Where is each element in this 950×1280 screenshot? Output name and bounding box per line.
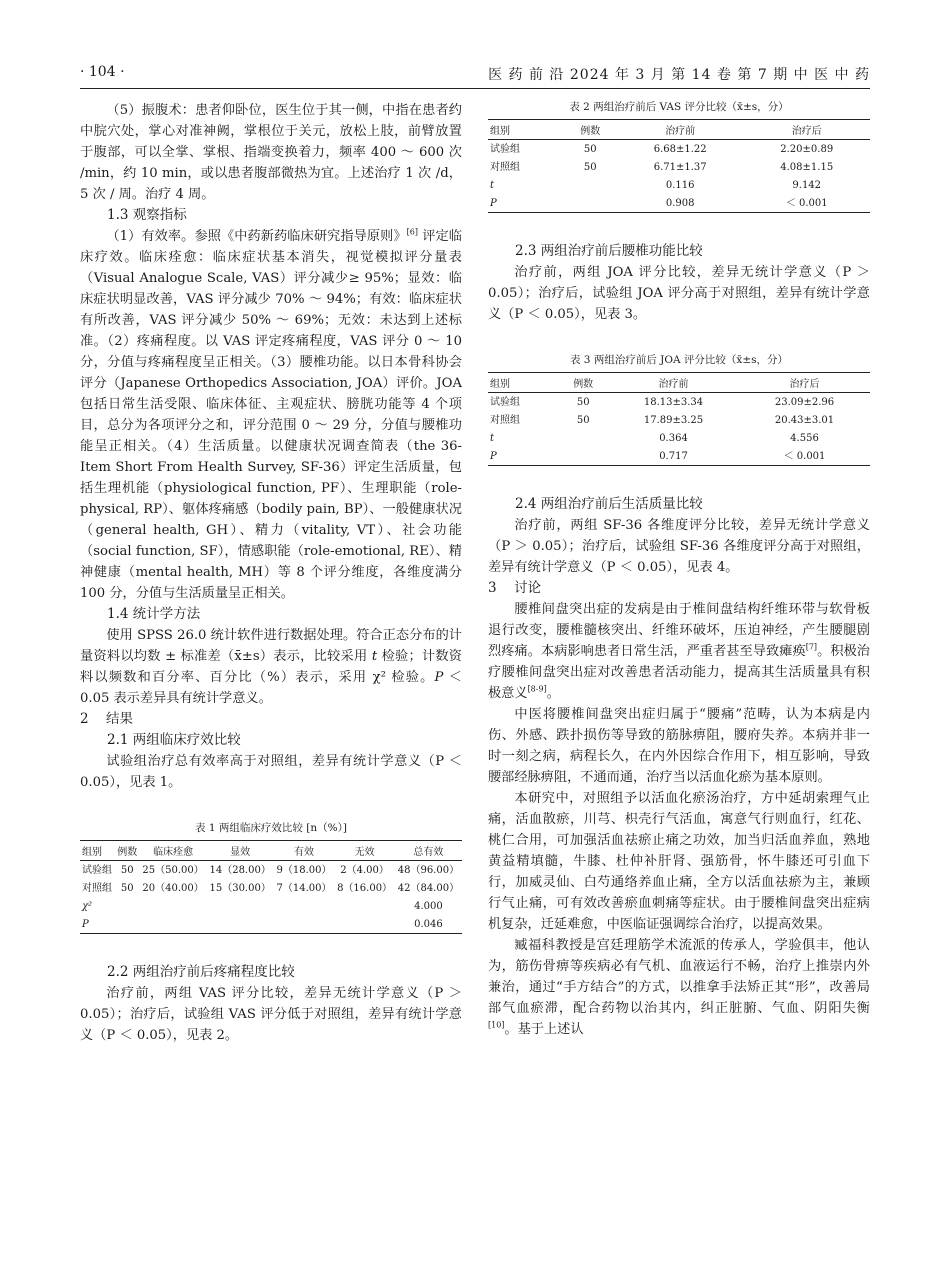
table-cell: 14（28.00）	[209, 864, 271, 876]
table3-caption: 表 3 两组治疗前后 JOA 评分比较（x̄±s，分）	[569, 354, 789, 366]
left-column	[80, 100, 462, 1046]
table-cell	[274, 915, 335, 934]
table-cell	[274, 897, 335, 915]
table-cell: P	[490, 450, 497, 462]
table-cell	[564, 194, 617, 213]
table1-header: 临床痊愈	[140, 841, 207, 861]
paragraph-discussion-3: 本研究中，对照组予以活血化瘀汤治疗，方中延胡索理气止痛，活血散瘀，川芎、枳壳行气活血，寓意气行则血行，红花、桃仁合用，可加强活血祛瘀止痛之功效，加当归活血养血，熟地黄益精填髓，牛膝、杜仲补肝肾、强筋骨，怀牛膝还可引血下行，加威灵仙、白芍通络养血止痛，全方以活血祛瘀为主，兼顾行气止痛，可有效改善瘀血刺痛等症状。由于腰椎间盘突出症病机复杂，迁延难愈，中医临证强调综合治疗，以提高效果。	[488, 791, 870, 932]
table-cell: 15（30.00）	[209, 882, 271, 894]
table-cell: 7（14.00）	[276, 882, 332, 894]
table-cell: 4.000	[414, 900, 443, 912]
table1-header: 有效	[274, 841, 335, 861]
table2-header: 例数	[564, 120, 617, 140]
table-row	[80, 897, 462, 915]
table-cell: 0.364	[659, 432, 688, 444]
table-row	[488, 429, 870, 447]
table-row	[488, 194, 870, 213]
stat-text-c: ＜ 0.05 表示差异具有统计学意义。	[80, 670, 462, 706]
table-row	[488, 411, 870, 429]
paragraph-statistics	[80, 625, 462, 709]
table1-header: 总有效	[395, 841, 462, 861]
heading-2-1: 2.1 两组临床疗效比较	[107, 732, 241, 748]
paragraph-discussion-1	[488, 599, 870, 704]
table-cell: 试验组	[490, 396, 520, 408]
heading-1-3: 1.3 观察指标	[107, 207, 187, 223]
table3-header-row	[488, 373, 870, 393]
table2-header: 治疗前	[617, 120, 744, 140]
page-number: · 104 ·	[80, 64, 125, 80]
table-cell: 20（40.00）	[142, 882, 204, 894]
table3-header: 组别	[488, 373, 558, 393]
table-cell: t	[490, 432, 495, 444]
paragraph-observation	[80, 226, 462, 604]
table-cell: 0.116	[665, 179, 695, 191]
table-cell: 9（18.00）	[276, 864, 332, 876]
table-cell: 9.142	[792, 179, 822, 191]
table3-header: 治疗后	[739, 373, 870, 393]
table-cell: 17.89±3.25	[643, 414, 704, 426]
table3-header: 治疗前	[608, 373, 739, 393]
table-cell	[207, 915, 274, 934]
table-cell: P	[82, 918, 89, 930]
obs-text-b: 评定临床疗效。临床痊愈：临床症状基本消失，视觉模拟评分量表（Visual Analogue Scale, VAS）评分减少≥ 95%；显效：临床症状明显改善，VAS 评分减少 70% ～ 94%；有效：临床症状有所改善，VAS 评分减少 50% ～ 69%；无效：未达到上述标准。（2）疼痛程度。以 VAS 评定疼痛程度，VAS 评分 0 ～ 10 分，分值与疼痛程度呈正相关。（3）腰椎功能。以日本骨科协会评分（Japanese Orthopedics Association, JOA）评价。JOA 包括日常生活受限、临床体征、主观症状、膀胱功能等 4 个项目，总分为各项评分之和，评分范围 0 ～ 29 分，分值与腰椎功能呈正相关。（4）生活质量。以健康状况调查简表（the 36-Item Short From Health Survey, SF-36）评定生活质量，包括生理机能（physiological function, PF）、生理职能（role-physical, RP）、躯体疼痛感（bodily pain, BP）、一般健康状况（general health, GH）、精力（vitality, VT）、社会功能（social function, SF），情感职能（role-emotional, RE）、精神健康（mental health, MH）等 8 个评分维度，各维度满分 100 分，分值与生活质量呈正相关。	[80, 229, 462, 601]
table-cell	[140, 897, 207, 915]
paragraph-2-3: 治疗前，两组 JOA 评分比较，差异无统计学意义（P ＞ 0.05）；治疗后，试验组 JOA 评分高于对照组，差异有统计学意义（P ＜ 0.05），见表 3。	[488, 265, 870, 322]
disc4-text-a: 臧福科教授是宫廷理筋学术流派的传承人，学验俱丰，他认为，筋伤骨痹等疾病必有气机、血液运行不畅，治疗上推崇内外兼治，通过“手方结合”的方式，以推拿手法矫正其“形”，改善局部气血瘀滞，配合药物以治其内，纠正脏腑、气血、阴阳失衡	[488, 938, 870, 1016]
table-cell: 试验组	[490, 143, 520, 155]
paragraph-2-2: 治疗前，两组 VAS 评分比较，差异无统计学意义（P ＞ 0.05）；治疗后，试验组 VAS 评分低于对照组，差异有统计学意义（P ＜ 0.05），见表 2。	[80, 986, 462, 1043]
table2	[488, 119, 870, 213]
table-row	[488, 176, 870, 194]
table-cell: 50	[583, 161, 597, 173]
paragraph-2-1: 试验组治疗总有效率高于对照组，差异有统计学意义（P ＜ 0.05），见表 1。	[80, 754, 462, 790]
paragraph-vibration: （5）振腹术：患者仰卧位，医生位于其一侧，中指在患者约中脘穴处，掌心对准神阙，掌根位于关元，放松上肢，前臂放置于腹部，可以全掌、掌根、指端变换着力，频率 400 ～ 600 次 /min，约 10 min，或以患者腹部微热为宜。上述治疗 1 次 /d，5 次 / 周。治疗 4 周。	[80, 103, 462, 202]
table-cell: 试验组	[82, 864, 112, 876]
table-cell	[334, 915, 395, 934]
table-cell: 4.556	[790, 432, 819, 444]
table-cell: 42（84.00）	[397, 882, 460, 894]
heading-1-4: 1.4 统计学方法	[107, 606, 201, 622]
table1-header: 无效	[334, 841, 395, 861]
table-row	[488, 140, 870, 159]
table-cell	[115, 915, 140, 934]
table-cell: 50	[583, 143, 597, 155]
table-cell: P	[490, 197, 497, 209]
heading-2-3: 2.3 两组治疗前后腰椎功能比较	[515, 243, 703, 259]
stat-text-a: 使用 SPSS 26.0 统计软件进行数据处理。符合正态分布的计量资料以均数 ± 标准差（x̄±s）表示，比较采用	[80, 628, 462, 664]
table-cell: 18.13±3.34	[643, 396, 704, 408]
table-cell: 4.08±1.15	[780, 161, 834, 173]
table-cell	[558, 429, 608, 447]
table-cell: 6.68±1.22	[653, 143, 707, 155]
table2-header: 治疗后	[743, 120, 870, 140]
table-cell: 50	[120, 864, 134, 876]
stat-p: P	[434, 670, 444, 685]
table1-header: 例数	[115, 841, 140, 861]
table3	[488, 372, 870, 466]
table-cell: 48（96.00）	[397, 864, 460, 876]
stat-text-b: 检验；计数资料以频数和百分率、百分比（%）表示，采用 χ² 检验。	[80, 649, 462, 685]
table1-header: 显效	[207, 841, 274, 861]
table-cell	[334, 897, 395, 915]
table-cell: 6.71±1.37	[653, 161, 707, 173]
table-cell: 0.908	[665, 197, 695, 209]
table-cell: 对照组	[490, 161, 520, 173]
paragraph-discussion-4	[488, 935, 870, 1040]
table-cell: t	[490, 179, 495, 191]
table1-header-row	[80, 841, 462, 861]
disc4-text-b: 。基于上述认	[504, 1022, 584, 1037]
table-cell: 25（50.00）	[142, 864, 204, 876]
table-row	[488, 447, 870, 466]
table-cell: ＜ 0.001	[785, 197, 828, 209]
paragraph-2-4: 治疗前，两组 SF-36 各维度评分比较，差异无统计学意义（P ＞ 0.05）；治疗后，试验组 SF-36 各维度评分高于对照组，差异有统计学意义（P ＜ 0.05），见表 4。	[488, 518, 870, 575]
ref-7: [7]	[805, 642, 818, 652]
table-cell: 50	[576, 414, 590, 426]
table2-caption: 表 2 两组治疗前后 VAS 评分比较（x̄±s，分）	[569, 101, 789, 113]
disc1-text-a: 腰椎间盘突出症的发病是由于椎间盘结构纤维环带与软骨板退行改变，腰椎髓核突出、纤维环破坏，压迫神经，产生腰腿剧烈疼痛。本病影响患者日常生活，严重者甚至导致瘫痪	[488, 602, 870, 659]
table-cell: χ²	[82, 900, 93, 912]
table-cell: 50	[120, 882, 134, 894]
table1-caption: 表 1 两组临床疗效比较 [n（%）]	[195, 822, 347, 834]
obs-text-a: （1）有效率。参照《中药新药临床研究指导原则》	[106, 229, 407, 244]
heading-3-number: 3	[488, 580, 497, 596]
table2-header-row	[488, 120, 870, 140]
table1	[80, 840, 462, 934]
table-cell: 2.20±0.89	[780, 143, 834, 155]
table-cell	[115, 897, 140, 915]
heading-3-title: 讨论	[514, 580, 541, 596]
journal-info: 医 药 前 沿 2024 年 3 月 第 14 卷 第 7 期 中 医 中 药	[488, 67, 870, 83]
table-cell: 对照组	[82, 882, 112, 894]
heading-2-title: 结果	[106, 711, 133, 727]
table-row	[80, 861, 462, 880]
ref-10: [10]	[488, 1020, 505, 1030]
heading-3	[488, 578, 870, 599]
table-cell: ＜ 0.001	[783, 450, 826, 462]
heading-2-2: 2.2 两组治疗前后疼痛程度比较	[107, 964, 295, 980]
heading-2	[80, 709, 462, 730]
table-cell: 0.046	[414, 918, 443, 930]
table-row	[80, 879, 462, 897]
table-row	[488, 158, 870, 176]
ref-8-9: [8-9]	[527, 684, 547, 694]
heading-2-number: 2	[80, 711, 89, 727]
right-column	[488, 100, 870, 1040]
table-row	[80, 915, 462, 934]
table-cell: 20.43±3.01	[774, 414, 835, 426]
table-cell	[564, 176, 617, 194]
table-row	[488, 393, 870, 412]
paragraph-discussion-2: 中医将腰椎间盘突出症归属于“腰痛”范畴，认为本病是内伤、外感、跌扑损伤等导致的筋脉痹阻，腰府失养。本病并非一时一刻之病，病程长久，在内外因综合作用下，相互影响，导致腰部经脉痹阻，不通而通，治疗当以活血化瘀为基本原则。	[488, 707, 870, 785]
ref-6: [6]	[406, 227, 419, 237]
table-cell	[558, 447, 608, 466]
disc1-text-c: 。	[546, 686, 560, 701]
table-cell: 23.09±2.96	[774, 396, 835, 408]
table-cell: 对照组	[490, 414, 520, 426]
table-cell: 0.717	[659, 450, 688, 462]
page-header	[80, 58, 870, 89]
table-cell	[140, 915, 207, 934]
table3-header: 例数	[558, 373, 608, 393]
table-cell: 8（16.00）	[337, 882, 393, 894]
table-cell	[207, 897, 274, 915]
table-cell: 50	[576, 396, 590, 408]
table2-header: 组别	[488, 120, 564, 140]
stat-t: t	[371, 649, 378, 664]
heading-2-4: 2.4 两组治疗前后生活质量比较	[515, 496, 703, 512]
disc1-text-b: 。积极治疗腰椎间盘突出症对改善患者活动能力，提高其生活质量具有积极意义	[488, 644, 870, 701]
table-cell: 2（4.00）	[340, 864, 389, 876]
table1-header: 组别	[80, 841, 115, 861]
